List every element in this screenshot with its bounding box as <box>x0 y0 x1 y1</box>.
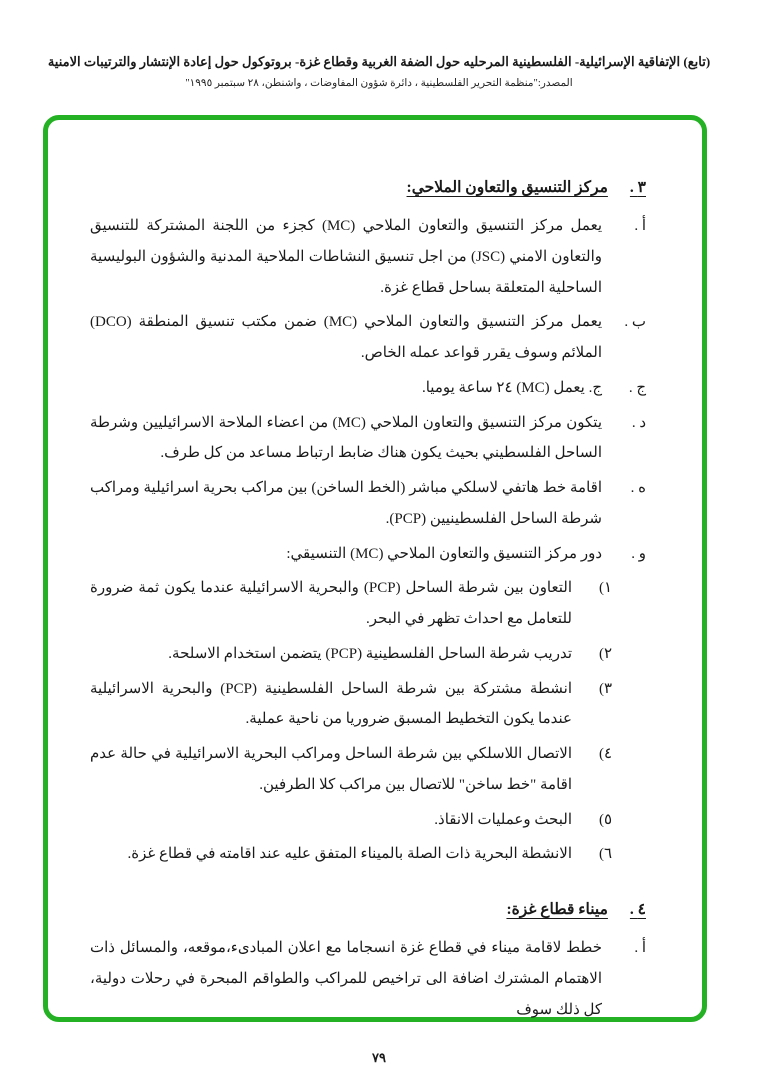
section3-number: ٣ . <box>629 179 646 196</box>
item-text: التعاون بين شرطة الساحل (PCP) والبحرية الاسرائيلية عندما يكون ثمة ضرورة للتعامل مع احداث تظهر في البحر. <box>90 580 573 627</box>
item-label: ج . <box>628 379 646 396</box>
sublist-item-6 <box>90 839 612 870</box>
section4-heading <box>90 900 646 919</box>
item-text: اقامة خط هاتفي لاسلكي مباشر (الخط الساخن) بين مراكب بحرية اسرائيلية ومراكب شرطة الساحل الفلسطينيين (PCP). <box>90 480 602 527</box>
document-header <box>0 0 758 89</box>
item-text: يتكون مركز التنسيق والتعاون الملاحي (MC) من اعضاء الملاحة الاسرائيليين وشرطة الساحل الفلسطيني بحيث يكون هناك ضابط ارتباط مساعد من كل طرف. <box>90 414 602 462</box>
list-item-a <box>90 211 646 303</box>
item-text: البحث وعمليات الانقاذ. <box>434 811 572 828</box>
document-body <box>48 120 702 1025</box>
list-item-b <box>90 307 646 369</box>
document-title: (تابع) الإتفاقية الإسرائيلية- الفلسطينية المرحليه حول الضفة الغربية وقطاع غزة- بروتوكول حول إعادة الإنتشار والترتيبات الامنية <box>47 54 711 69</box>
green-border-frame <box>43 115 707 1022</box>
page-number: ٧٩ <box>372 1050 386 1065</box>
item-label: ب . <box>624 314 646 331</box>
item-text: دور مركز التنسيق والتعاون الملاحي (MC) التنسيقي: <box>286 545 602 562</box>
item-label: ٦) <box>598 846 612 863</box>
item-text: يعمل مركز التنسيق والتعاون الملاحي (MC) كجزء من اللجنة المشتركة للتنسيق والتعاون الامني (JSC) من اجل تنسيق النشاطات الملاحية المدنية والشؤون البوليسية الساحلية المتعلقة بساحل قطاع غزة. <box>90 218 602 296</box>
item-label: أ . <box>634 218 646 234</box>
section4-number: ٤ . <box>629 901 646 918</box>
item-text: الاتصال اللاسلكي بين شرطة الساحل ومراكب البحرية الاسرائيلية في حالة عدم اقامة "خط ساخن" للاتصال بين مراكب كلا الطرفين. <box>90 746 572 793</box>
item-label: و . <box>631 545 646 562</box>
item-text: خطط لاقامة ميناء في قطاع غزة انسجاما مع اعلان المبادىء،موقعه، والمسائل ذات الاهتمام المشترك اضافة الى تراخيص للمراكب والطواقم المبحرة في رحلات دولية، كل ذلك سوف <box>90 940 602 1018</box>
item-text: ج. يعمل (MC) ٢٤ ساعة يوميا. <box>421 379 602 396</box>
section-spacer <box>90 874 646 900</box>
list-item-j <box>90 373 646 404</box>
sublist-item-4 <box>90 739 612 801</box>
item-text: تدريب شرطة الساحل الفلسطينية (PCP) يتضمن استخدام الاسلحة. <box>168 645 572 662</box>
section3-heading <box>90 178 646 197</box>
item-label: ٤) <box>598 746 612 762</box>
document-source-line: المصدر:"منظمة التحرير الفلسطينية ، دائرة شؤون المفاوضات ، واشنطن، ٢٨ سبتمبر ١٩٩٥" <box>185 77 573 89</box>
item-label: ٥) <box>598 811 612 828</box>
sublist-item-5 <box>90 805 612 836</box>
item-text: انشطة مشتركة بين شرطة الساحل الفلسطينية (PCP) والبحرية الاسرائيلية عندما يكون التخطيط المسبق ضروريا من ناحية عملية. <box>90 680 572 728</box>
item-text: يعمل مركز التنسيق والتعاون الملاحي (MC) ضمن مكتب تنسيق المنطقة (DCO) الملائم وسوف يقرر قواعد عمله الخاص. <box>90 314 602 361</box>
item-label: ١) <box>598 580 612 597</box>
item-label: د . <box>631 414 646 431</box>
item-label: ٣) <box>598 680 612 697</box>
list-item-h <box>90 473 646 535</box>
section3-title: مركز التنسيق والتعاون الملاحي: <box>406 179 608 196</box>
item-label: أ . <box>634 940 646 956</box>
item-text: الانشطة البحرية ذات الصلة بالميناء المتفق عليه عند اقامته في قطاع غزة. <box>127 846 572 863</box>
item-label: ه . <box>630 480 646 496</box>
item-label: ٢) <box>598 645 612 662</box>
sublist-item-2 <box>90 639 612 670</box>
list-item-w <box>90 539 646 570</box>
section4-item-a <box>90 933 646 1025</box>
list-item-d <box>90 408 646 470</box>
sublist-item-3 <box>90 674 612 736</box>
section4-title: ميناء قطاع غزة: <box>506 901 608 918</box>
sublist <box>90 573 612 870</box>
sublist-item-1 <box>90 573 612 635</box>
